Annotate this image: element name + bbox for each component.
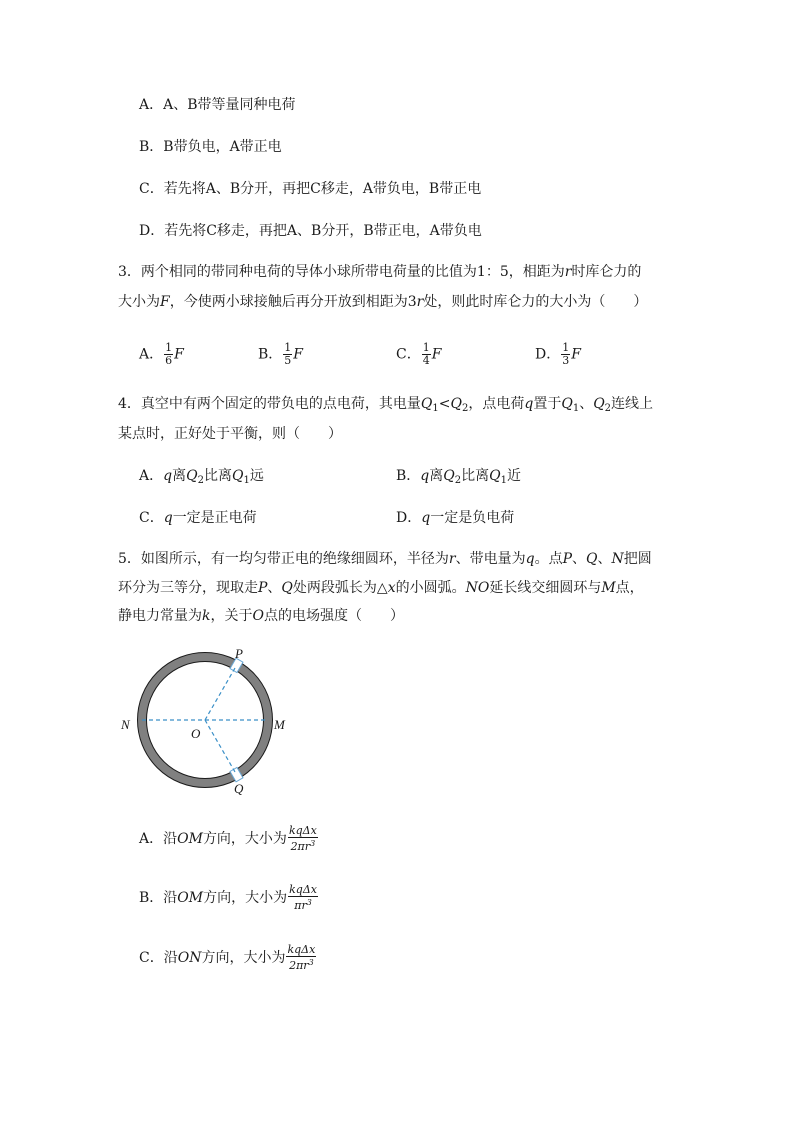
q3-option-d: D． $\frac{1}{3}$ F: [535, 341, 581, 367]
label-q: Q: [234, 781, 244, 796]
label-n: N: [121, 717, 130, 732]
q5-option-c: C．沿ON方向，大小为 $\frac{\text{kqΔx}}{2\pi r^3}$: [139, 943, 316, 972]
q3-option-c: C． $\frac{1}{4}$ F: [396, 341, 442, 367]
q2-option-b: B．B带负电，A带正电: [139, 139, 282, 155]
q3-option-b: B． $\frac{1}{5}$ F: [258, 341, 304, 367]
q2-option-a: A．A、B带等量同种电荷: [139, 97, 296, 113]
q4-option-b: B．q离$Q_2$比离$Q_1$近: [396, 468, 521, 486]
q4-stem-line1: 4．真空中有两个固定的带负电的点电荷，其电量$Q_1<Q_2$，点电荷q置于$Q_1$、$Q_2$连线上: [118, 396, 654, 414]
q4-option-d: D．q一定是负电荷: [396, 510, 515, 526]
line-op: [205, 665, 237, 720]
q5-option-b: B．沿OM方向，大小为 $\frac{\text{kqΔx}}{\pi r^3}$: [139, 883, 317, 912]
fraction: $\frac{1}{4}$: [422, 341, 430, 367]
label-p: P: [235, 648, 243, 661]
fraction: $\frac{1}{3}$: [562, 341, 570, 367]
q4-option-c: C．q一定是正电荷: [139, 510, 257, 526]
q5-stem-line2: 环分为三等分，现取走P、Q处两段弧长为△x的小圆弧。NO延长线交细圆环与M点，: [118, 580, 644, 596]
label-m: M: [274, 717, 285, 732]
label-o: O: [191, 726, 201, 741]
q5-stem-line3: 静电力常量为k，关于O点的电场强度（ ）: [118, 608, 404, 624]
q3-option-a: A． $\frac{1}{6}$ F: [139, 341, 184, 367]
fraction: $\frac{\text{kqΔx}}{2\pi r^3}$: [288, 824, 317, 853]
charged-ring-figure: [115, 648, 300, 798]
fraction: $\frac{1}{6}$: [165, 341, 173, 367]
q5-stem-line1: 5．如图所示，有一均匀带正电的绝缘细圆环，半径为r、带电量为q。点P、Q、N把圆: [118, 551, 652, 567]
fraction: $\frac{1}{5}$: [284, 341, 292, 367]
line-oq: [205, 720, 237, 775]
q3-stem-line2: 大小为F，今使两小球接触后再分开放到相距为3r处，则此时库仑力的大小为（ ）: [118, 294, 648, 310]
q3-stem-line1: 3．两个相同的带同种电荷的导体小球所带电荷量的比值为1：5，相距为r时库仑力的: [118, 264, 642, 280]
fraction: $\frac{\text{kqΔx}}{\pi r^3}$: [289, 883, 317, 912]
q4-stem-line2: 某点时，正好处于平衡，则（ ）: [118, 426, 342, 442]
q4-option-a: A．q离$Q_2$比离$Q_1$远: [139, 468, 264, 486]
fraction: $\frac{\text{kqΔx}}{2\pi r^3}$: [287, 943, 316, 972]
q5-option-a: A．沿OM方向，大小为 $\frac{\text{kqΔx}}{2\pi r^3}$: [139, 824, 317, 853]
q2-option-d: D．若先将C移走，再把A、B分开，B带正电，A带负电: [139, 223, 482, 239]
q2-option-c: C．若先将A、B分开，再把C移走，A带负电，B带正电: [139, 181, 482, 197]
